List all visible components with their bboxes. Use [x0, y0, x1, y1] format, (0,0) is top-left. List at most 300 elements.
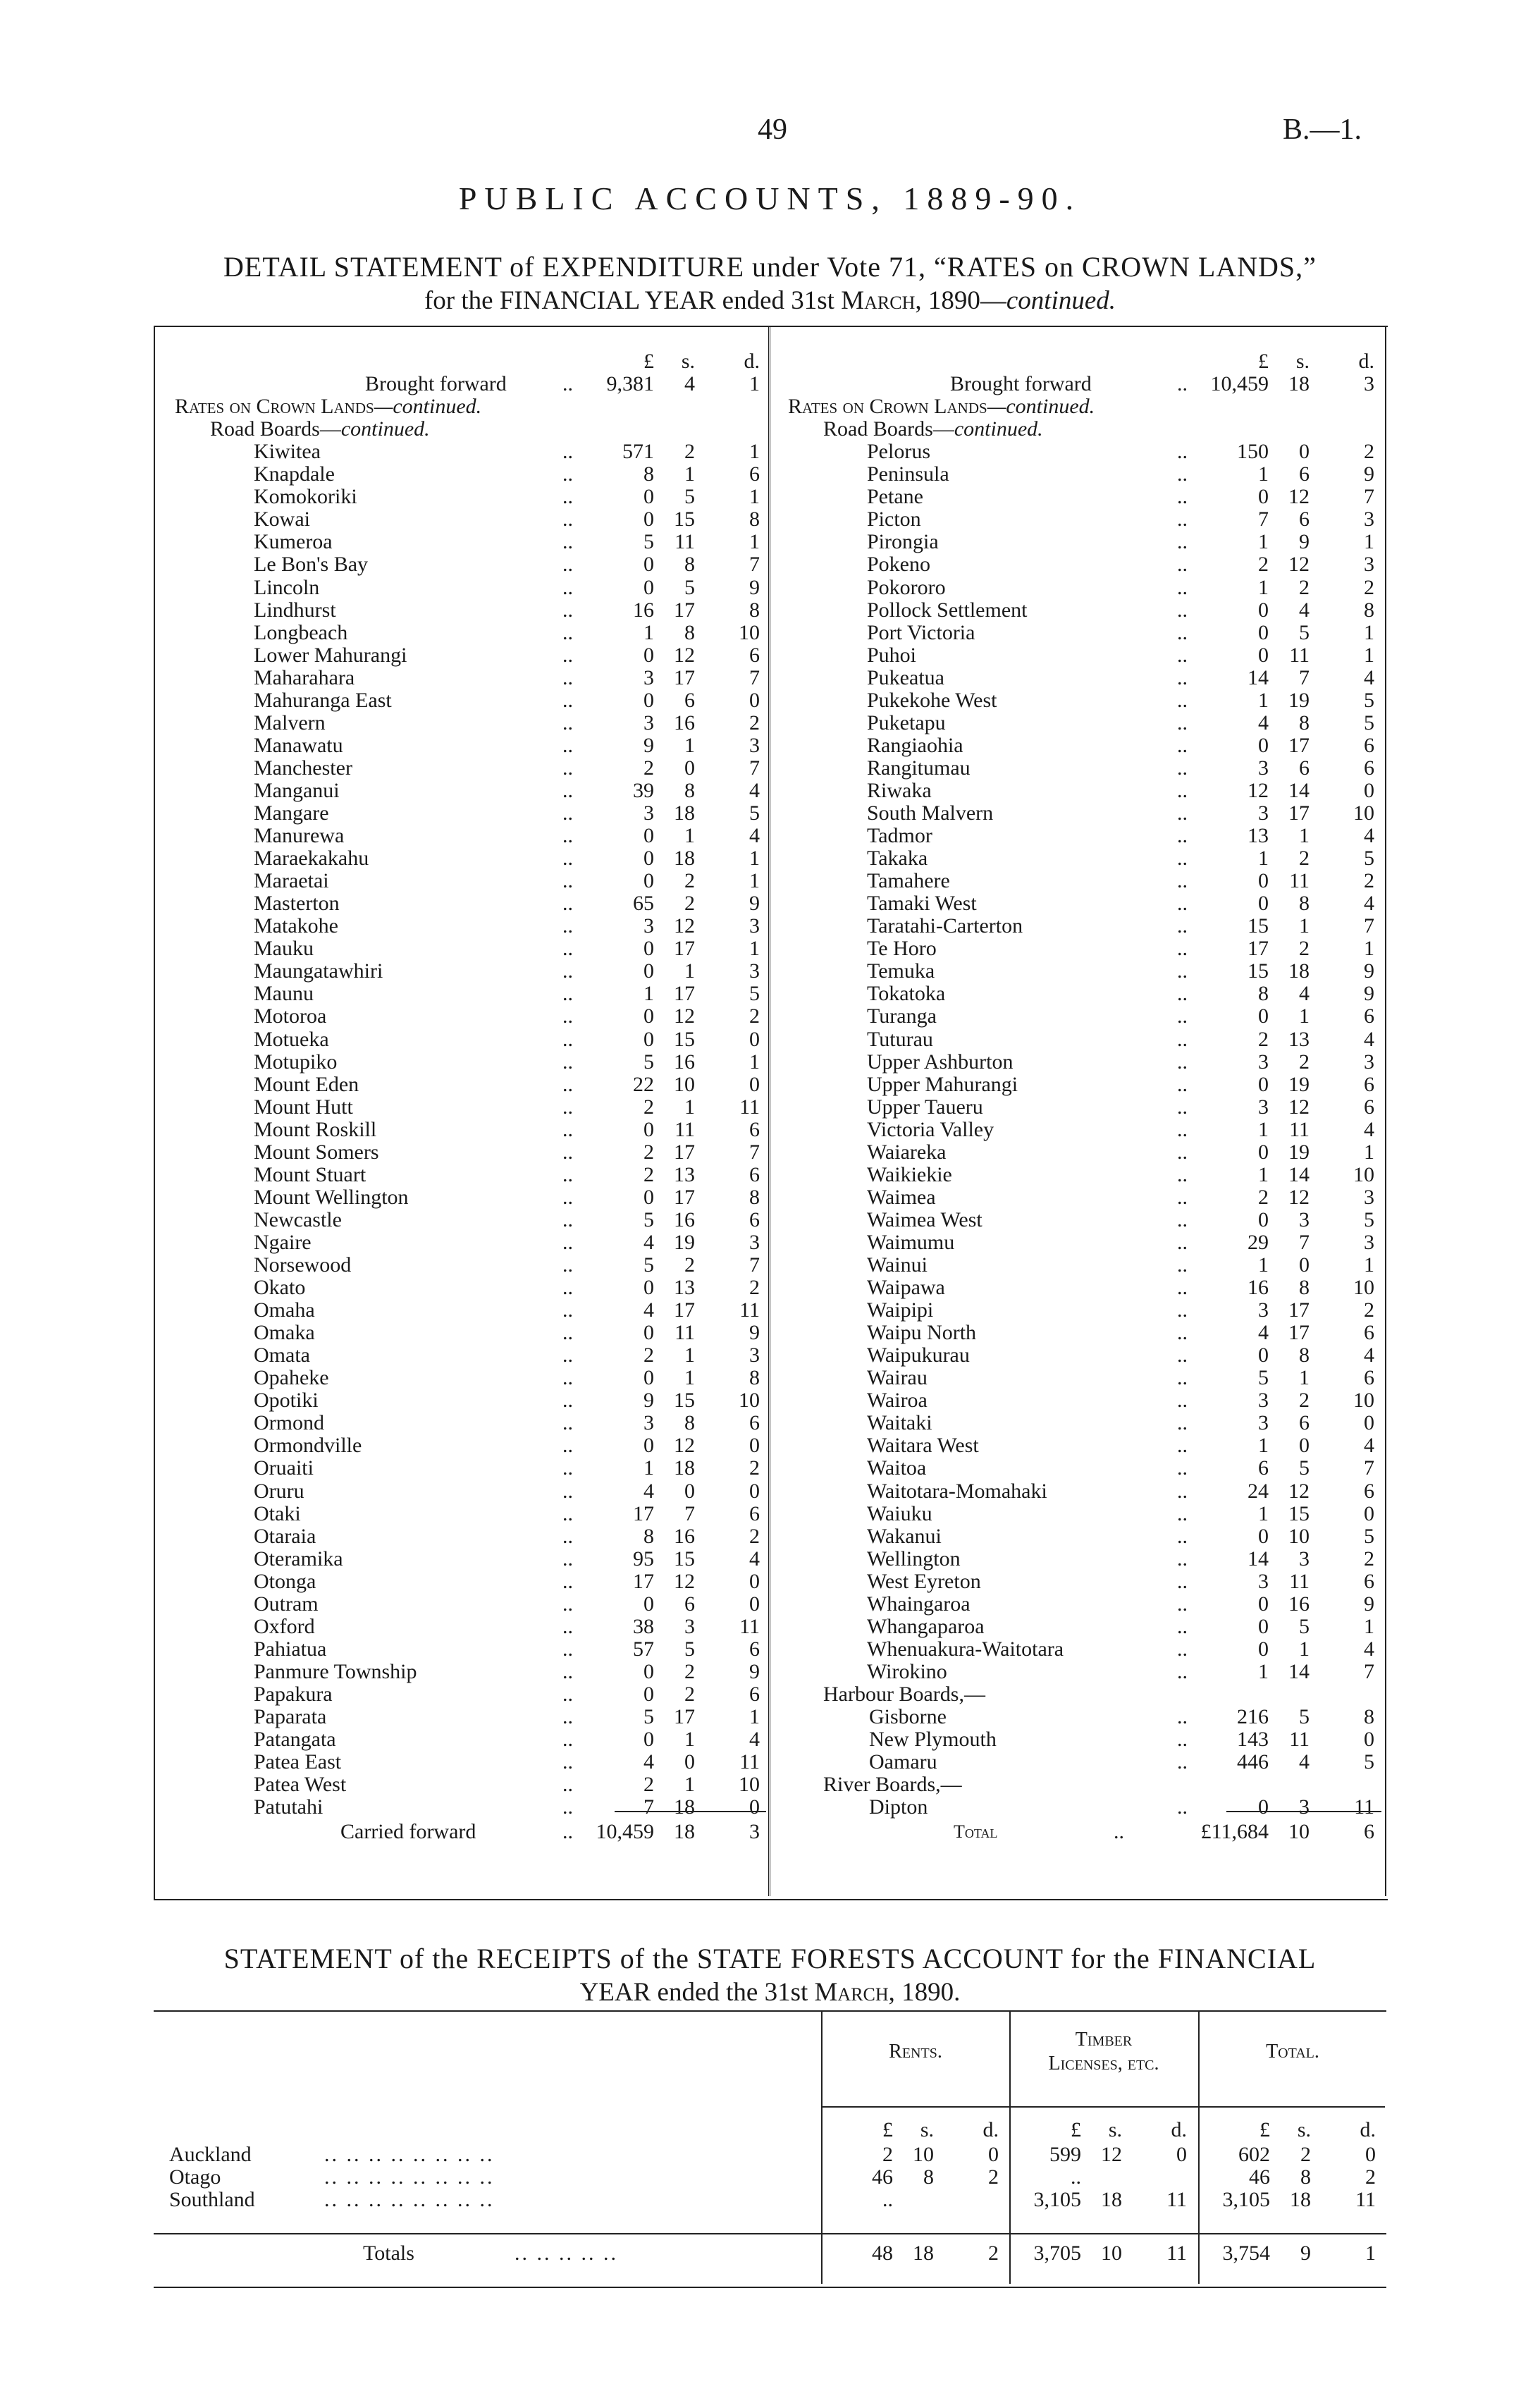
pence-value: 0 — [988, 2143, 999, 2166]
shillings-value: 7 — [1299, 1230, 1310, 1254]
item-name: Panmure Township — [254, 1659, 417, 1683]
item-name: Wairoa — [867, 1389, 928, 1413]
pounds-value: 3 — [1258, 1411, 1269, 1435]
pounds-value: 48 — [872, 2242, 893, 2265]
leader-dots: .. — [1177, 1434, 1188, 1458]
shillings-value: 2 — [684, 440, 695, 464]
pence-value: 3 — [1364, 372, 1374, 396]
leader-dots: .. — [562, 937, 573, 961]
item-name: Omaka — [254, 1321, 315, 1345]
leader-dots: .. — [1177, 1298, 1188, 1322]
shillings-value: 4 — [1299, 598, 1310, 622]
leader-dots: .. — [562, 1434, 573, 1458]
leader-dots: .. — [1177, 1185, 1188, 1209]
item-name: Mount Stuart — [254, 1162, 366, 1186]
pence-sign: d. — [744, 350, 760, 373]
pence-value: 8 — [749, 508, 760, 531]
pounds-value: 0 — [1258, 1524, 1269, 1548]
shillings-value: 12 — [674, 1569, 695, 1593]
shillings-value: 19 — [1288, 1072, 1310, 1096]
pence-value: 1 — [749, 372, 760, 396]
item-name: Otonga — [254, 1569, 316, 1593]
pence-value: 9 — [1364, 959, 1374, 983]
shillings-value: 8 — [684, 1411, 695, 1435]
leader-dots: .. — [562, 1276, 573, 1300]
subsection-heading — [823, 418, 1043, 441]
pounds-value: 1 — [1258, 847, 1269, 871]
pence-value: 1 — [1364, 1614, 1374, 1638]
pence-value: 7 — [749, 1253, 760, 1277]
shillings-value: 6 — [684, 1592, 695, 1616]
leader-dots: .. — [1177, 1253, 1188, 1277]
item-name: Rangiaohia — [867, 733, 963, 757]
shillings-value: 19 — [1288, 1140, 1310, 1164]
pence-value: 5 — [1364, 1750, 1374, 1774]
leader-dots: .. — [562, 1569, 573, 1593]
leader-dots: .. — [1177, 665, 1188, 689]
pounds-value: 4 — [643, 1230, 654, 1254]
pounds-value: 5 — [643, 1705, 654, 1728]
item-name: Takaka — [867, 847, 928, 871]
shillings-value: 11 — [674, 530, 695, 554]
item-name: Lower Mahurangi — [254, 643, 407, 667]
leader-dots: .. — [1177, 462, 1188, 486]
pounds-value: 3 — [643, 801, 654, 825]
brought-forward-label: Brought forward — [950, 372, 1092, 396]
leader-dots: .. — [562, 1321, 573, 1345]
leader-dots: .. — [562, 1389, 573, 1413]
pounds-value: 0 — [643, 1004, 654, 1028]
pounds-value: 1 — [1258, 462, 1269, 486]
shillings-value: 17 — [1288, 1321, 1310, 1345]
shillings-value: 6 — [1299, 1411, 1310, 1435]
shillings-value: 18 — [1290, 2188, 1311, 2211]
item-name: Whenuakura-Waitotara — [867, 1637, 1064, 1661]
item-name: Lincoln — [254, 575, 320, 599]
pence-value: 5 — [1364, 711, 1374, 734]
shillings-value: 17 — [674, 665, 695, 689]
shillings-value: 7 — [684, 1501, 695, 1525]
leader-dots: .. — [1177, 620, 1188, 644]
pound-sign: £ — [643, 350, 654, 373]
pence-value: 6 — [1364, 733, 1374, 757]
pence-value: 0 — [1364, 1728, 1374, 1752]
shillings-value: 8 — [684, 620, 695, 644]
shillings-value: 15 — [674, 1389, 695, 1413]
leader-dots: .. .. .. .. .. — [515, 2242, 618, 2265]
item-name: Picton — [867, 508, 921, 531]
pounds-value: 0 — [643, 1659, 654, 1683]
pence-value: 1 — [749, 440, 760, 464]
pence-value: 2 — [749, 1276, 760, 1300]
shillings-value: 17 — [1288, 801, 1310, 825]
item-name: Victoria Valley — [867, 1117, 994, 1141]
pound-sign: £ — [882, 2118, 893, 2141]
pence-value: 1 — [1364, 937, 1374, 961]
shillings-value: 12 — [1288, 1479, 1310, 1503]
leader-dots: .. .. .. .. .. .. .. .. — [324, 2165, 495, 2189]
shillings-value: 6 — [1299, 508, 1310, 531]
pounds-value: 150 — [1237, 440, 1269, 464]
item-name: Tamahere — [867, 869, 950, 893]
pounds-value: 17 — [633, 1569, 654, 1593]
leader-dots: .. — [562, 1479, 573, 1503]
pounds-value: 0 — [643, 824, 654, 848]
pence-value: 0 — [749, 1569, 760, 1593]
forests-col-total: Total. — [1266, 2041, 1319, 2062]
brought-forward-label: Brought forward — [365, 372, 507, 396]
pounds-value: 4 — [643, 1479, 654, 1503]
pounds-value: 29 — [1248, 1230, 1269, 1254]
shillings-value: 3 — [1299, 1547, 1310, 1570]
item-name: Pelorus — [867, 440, 930, 464]
item-name: Pokororo — [867, 575, 946, 599]
sum-rule — [615, 1811, 766, 1812]
pounds-value: 0 — [1258, 620, 1269, 644]
shillings-value: 10 — [913, 2143, 934, 2166]
shillings-value: 1 — [684, 1773, 695, 1797]
item-name: Waitoa — [867, 1456, 927, 1480]
shillings-value: 0 — [684, 756, 695, 780]
item-name: Mangare — [254, 801, 329, 825]
pounds-value: 0 — [643, 485, 654, 509]
pence-value: 6 — [749, 1411, 760, 1435]
shillings-value: 18 — [674, 1456, 695, 1480]
shillings-value: 18 — [674, 1820, 695, 1843]
leader-dots: .. — [1177, 553, 1188, 577]
item-name: Outram — [254, 1592, 319, 1616]
pence-value: 3 — [749, 914, 760, 938]
shillings-value: 3 — [1299, 1795, 1310, 1819]
item-name: Motueka — [254, 1027, 329, 1051]
item-name: West Eyreton — [867, 1569, 981, 1593]
item-name: Masterton — [254, 892, 340, 916]
leader-dots: .. — [1177, 937, 1188, 961]
shillings-value: 1 — [684, 462, 695, 486]
item-name: Komokoriki — [254, 485, 357, 509]
pounds-value: 0 — [643, 1321, 654, 1345]
pounds-value: 1 — [1258, 575, 1269, 599]
shillings-value: 6 — [1299, 756, 1310, 780]
shillings-value: 8 — [684, 778, 695, 802]
pence-value: 4 — [749, 1728, 760, 1752]
pounds-value: 2 — [1258, 1185, 1269, 1209]
item-name: Kowai — [254, 508, 310, 531]
pence-value: 0 — [749, 1479, 760, 1503]
shillings-value: 1 — [684, 959, 695, 983]
pounds-value: 3,705 — [1033, 2242, 1081, 2265]
shillings-value: 8 — [684, 553, 695, 577]
item-name: Oxford — [254, 1614, 315, 1638]
pence-value: 6 — [749, 1637, 760, 1661]
leader-dots: .. — [562, 1230, 573, 1254]
pence-value: 3 — [749, 733, 760, 757]
column-divider — [768, 327, 770, 1896]
leader-dots: .. — [562, 733, 573, 757]
pounds-value: 0 — [1258, 1344, 1269, 1367]
pence-value: 8 — [1364, 1705, 1374, 1728]
pence-sign: d. — [1358, 350, 1374, 373]
shillings-value: 9 — [1300, 2242, 1311, 2265]
section-heading — [175, 395, 481, 418]
leader-dots: .. — [1177, 1637, 1188, 1661]
leader-dots: .. — [1177, 1140, 1188, 1164]
leader-dots: .. — [562, 1411, 573, 1435]
shillings-value: 3 — [1299, 1207, 1310, 1231]
shillings-value: 10 — [1101, 2242, 1122, 2265]
leader-dots: .. — [562, 711, 573, 734]
leader-dots: .. — [1177, 1072, 1188, 1096]
pounds-value: 0 — [643, 1366, 654, 1390]
shillings-value: 10 — [1288, 1524, 1310, 1548]
shillings-value: 17 — [674, 937, 695, 961]
pounds-value: 0 — [1258, 485, 1269, 509]
pence-value: 5 — [1364, 1524, 1374, 1548]
shillings-value: 18 — [1288, 959, 1310, 983]
leader-dots: .. — [562, 847, 573, 871]
item-name: Temuka — [867, 959, 935, 983]
item-name: Pollock Settlement — [867, 598, 1028, 622]
shillings-value: 15 — [1288, 1501, 1310, 1525]
leader-dots: .. — [1177, 688, 1188, 712]
item-name: Mount Wellington — [254, 1185, 409, 1209]
pence-value: 10 — [1353, 1276, 1374, 1300]
item-name: Mahuranga East — [254, 688, 392, 712]
pounds-value: 12 — [1248, 778, 1269, 802]
pence-value: 6 — [1364, 1321, 1374, 1345]
pence-value: 10 — [739, 1389, 760, 1413]
shillings-value: 11 — [674, 1117, 695, 1141]
pence-value: 2 — [749, 1524, 760, 1548]
shillings-value: 2 — [1299, 575, 1310, 599]
pounds-value: 2 — [643, 1773, 654, 1797]
pounds-value: 5 — [643, 1207, 654, 1231]
leader-dots: .. — [1177, 733, 1188, 757]
shillings-value: 12 — [1288, 553, 1310, 577]
pounds-value: .. — [1071, 2165, 1081, 2189]
leader-dots: .. — [562, 1344, 573, 1367]
shillings-value: 12 — [674, 643, 695, 667]
pence-value: 9 — [1364, 982, 1374, 1006]
pence-value: 7 — [749, 553, 760, 577]
pounds-value: 16 — [633, 598, 654, 622]
leader-dots: .. — [1177, 1659, 1188, 1683]
leader-dots: .. — [1177, 778, 1188, 802]
pence-value: 4 — [1364, 892, 1374, 916]
pence-value: 2 — [1364, 1547, 1374, 1570]
section-continued: —continued. — [374, 395, 482, 419]
pence-value: 11 — [1166, 2242, 1187, 2265]
region-name: Otago — [169, 2165, 221, 2189]
pence-value: 3 — [1364, 1185, 1374, 1209]
pence-value: 10 — [1353, 1162, 1374, 1186]
pounds-value: 0 — [1258, 1795, 1269, 1819]
pounds-value: 4 — [1258, 711, 1269, 734]
pounds-value: 1 — [1258, 1162, 1269, 1186]
leader-dots: .. — [1177, 1501, 1188, 1525]
region-name: Southland — [169, 2188, 255, 2211]
shillings-value: 0 — [684, 1479, 695, 1503]
pence-value: 7 — [1364, 914, 1374, 938]
leader-dots: .. — [562, 1820, 573, 1843]
pounds-value: 8 — [643, 462, 654, 486]
item-name: Tadmor — [867, 824, 932, 848]
pence-value: 2 — [988, 2242, 999, 2265]
harbour-heading — [823, 1683, 985, 1706]
shillings-value: 0 — [1299, 1434, 1310, 1458]
pence-value: 4 — [749, 1547, 760, 1570]
region-name: Auckland — [169, 2143, 252, 2166]
pence-value: 1 — [1364, 530, 1374, 554]
pence-value: 0 — [749, 1027, 760, 1051]
pence-value: 1 — [749, 530, 760, 554]
shillings-value: 5 — [684, 575, 695, 599]
item-name: Wellington — [867, 1547, 961, 1570]
forests-title-line1: STATEMENT of the RECEIPTS of the STATE FORESTS ACCOUNT for the FINANCIAL — [223, 1943, 1317, 1974]
leader-dots: .. — [1177, 824, 1188, 848]
pounds-value: 2 — [643, 1162, 654, 1186]
item-name: Wainui — [867, 1253, 928, 1277]
pound-sign: £ — [1071, 2118, 1081, 2141]
pounds-value: 5 — [643, 1253, 654, 1277]
pounds-value: 22 — [633, 1072, 654, 1096]
item-name: Manganui — [254, 778, 340, 802]
shillings-value: 18 — [674, 801, 695, 825]
leader-dots: .. — [1177, 1524, 1188, 1548]
pound-sign: £ — [1259, 2118, 1270, 2141]
pound-sign: £ — [1258, 350, 1269, 373]
pounds-value: 3,754 — [1222, 2242, 1270, 2265]
pence-value: 3 — [1364, 1230, 1374, 1254]
leader-dots: .. — [562, 1795, 573, 1819]
leader-dots: .. — [562, 1614, 573, 1638]
pence-value: 4 — [1364, 665, 1374, 689]
pence-value: 8 — [1364, 598, 1374, 622]
shillings-value: 18 — [1288, 372, 1310, 396]
pence-value: 1 — [1364, 620, 1374, 644]
shillings-value: 2 — [1299, 1389, 1310, 1413]
pounds-value: 0 — [643, 1117, 654, 1141]
pence-value: 9 — [749, 1659, 760, 1683]
leader-dots: .. — [562, 508, 573, 531]
leader-dots: .. — [562, 801, 573, 825]
shillings-value: 17 — [674, 598, 695, 622]
shillings-value: 8 — [1299, 711, 1310, 734]
pence-value: 2 — [988, 2165, 999, 2189]
leader-dots: .. — [562, 1027, 573, 1051]
item-name: Mount Hutt — [254, 1095, 353, 1119]
pence-value: 7 — [749, 756, 760, 780]
shillings-value: 17 — [674, 1298, 695, 1322]
item-name: Kiwitea — [254, 440, 321, 464]
pounds-value: 3,105 — [1222, 2188, 1270, 2211]
pence-value: 9 — [1364, 1592, 1374, 1616]
leader-dots: .. — [562, 1637, 573, 1661]
pence-value: 11 — [739, 1095, 760, 1119]
leader-dots: .. — [1177, 892, 1188, 916]
item-name: Newcastle — [254, 1207, 342, 1231]
item-name: Pukeatua — [867, 665, 944, 689]
leader-dots: .. .. .. .. .. .. .. .. — [324, 2188, 495, 2211]
shillings-value: 13 — [1288, 1027, 1310, 1051]
shillings-value: 11 — [1289, 1117, 1310, 1141]
pounds-value: 10,459 — [1210, 372, 1269, 396]
pounds-value: 2 — [643, 1344, 654, 1367]
leader-dots: .. — [1177, 869, 1188, 893]
item-name: Maharahara — [254, 665, 355, 689]
shillings-value: 14 — [1288, 1162, 1310, 1186]
pence-value: 11 — [1354, 1795, 1374, 1819]
pence-value: 1 — [749, 847, 760, 871]
shillings-value: 12 — [1288, 1095, 1310, 1119]
item-name: South Malvern — [867, 801, 994, 825]
pence-value: 3 — [749, 1344, 760, 1367]
pounds-value: 5 — [1258, 1366, 1269, 1390]
pence-value: 0 — [749, 1795, 760, 1819]
pence-value: 3 — [1364, 553, 1374, 577]
shillings-value: 1 — [684, 733, 695, 757]
pounds-value: 0 — [1258, 643, 1269, 667]
forests-totals-rule — [154, 2233, 1386, 2234]
shillings-value: 5 — [1299, 620, 1310, 644]
item-name: Mauku — [254, 937, 314, 961]
item-name: Maraekakahu — [254, 847, 369, 871]
shillings-value: 16 — [1288, 1592, 1310, 1616]
leader-dots: .. — [562, 778, 573, 802]
leader-dots: .. — [562, 485, 573, 509]
shillings-value: 17 — [674, 1705, 695, 1728]
leader-dots: .. — [562, 1773, 573, 1797]
leader-dots: .. — [1177, 756, 1188, 780]
pounds-value: 46 — [872, 2165, 893, 2189]
leader-dots: .. — [562, 1298, 573, 1322]
pence-value: 0 — [1365, 2143, 1376, 2166]
pounds-value: 0 — [643, 937, 654, 961]
shillings-value: 5 — [684, 1637, 695, 1661]
shillings-value: 1 — [684, 1366, 695, 1390]
leader-dots: .. — [1177, 1117, 1188, 1141]
shillings-value: 5 — [1299, 1705, 1310, 1728]
pounds-value: 7 — [1258, 508, 1269, 531]
pounds-value: 0 — [643, 508, 654, 531]
carried-forward-label: Carried forward — [340, 1820, 476, 1843]
leader-dots: .. — [1177, 1389, 1188, 1413]
item-name: Paparata — [254, 1705, 327, 1728]
pence-value: 0 — [1364, 778, 1374, 802]
sum-rule — [1226, 1811, 1381, 1812]
pounds-value: 571 — [622, 440, 654, 464]
pence-value: 1 — [749, 1050, 760, 1074]
shilling-sign: s. — [920, 2118, 934, 2141]
pence-value: 9 — [749, 1321, 760, 1345]
pounds-value: 4 — [643, 1750, 654, 1774]
pounds-value: 0 — [643, 847, 654, 871]
pounds-value: 3 — [1258, 1298, 1269, 1322]
shillings-value: 5 — [684, 485, 695, 509]
pence-value: 5 — [749, 801, 760, 825]
pounds-value: 2 — [882, 2143, 893, 2166]
shillings-value: 14 — [1288, 778, 1310, 802]
shillings-value: 8 — [1299, 1276, 1310, 1300]
leader-dots: .. — [562, 1117, 573, 1141]
leader-dots: .. — [1177, 1728, 1188, 1752]
shillings-value: 1 — [1299, 824, 1310, 848]
pence-value: 10 — [1353, 801, 1374, 825]
item-name: New Plymouth — [869, 1728, 997, 1752]
pence-value: 5 — [1364, 688, 1374, 712]
pounds-value: 10,459 — [596, 1820, 654, 1843]
pence-value: 4 — [1364, 824, 1374, 848]
